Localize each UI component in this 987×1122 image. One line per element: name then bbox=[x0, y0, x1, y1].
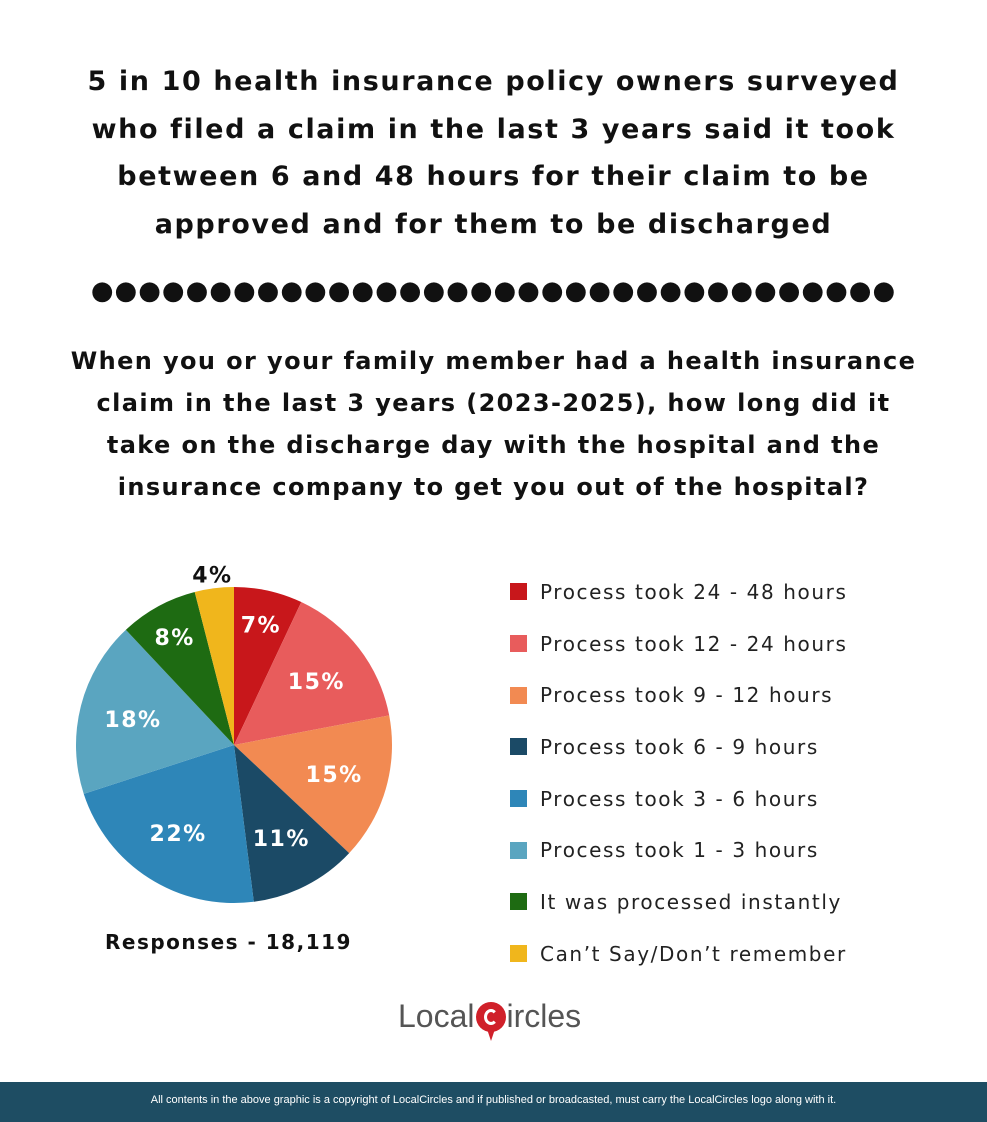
headline-line: 5 in 10 health insurance policy owners surveyed bbox=[87, 66, 900, 97]
legend-item bbox=[510, 721, 848, 773]
legend-item bbox=[510, 928, 848, 980]
headline-line: who filed a claim in the last 3 years said it took bbox=[91, 113, 896, 145]
legend-item bbox=[510, 566, 848, 618]
legend-label: Process took 12 - 24 hours bbox=[540, 631, 848, 656]
chart-legend bbox=[510, 566, 848, 980]
legend-swatch bbox=[510, 945, 527, 962]
legend-item bbox=[510, 618, 848, 670]
legend-item bbox=[510, 876, 848, 928]
logo-text-ircles: ircles bbox=[506, 998, 582, 1034]
legend-label: It was processed instantly bbox=[540, 889, 842, 914]
legend-item bbox=[510, 773, 848, 825]
legend-label: Process took 24 - 48 hours bbox=[540, 579, 848, 604]
question-line: When you or your family member had a health insurance bbox=[70, 347, 917, 375]
legend-label: Process took 6 - 9 hours bbox=[540, 734, 819, 759]
slice-data-label: 18% bbox=[104, 708, 162, 734]
logo-pin-icon bbox=[476, 1002, 506, 1032]
legend-swatch bbox=[510, 738, 527, 755]
legend-swatch bbox=[510, 635, 527, 652]
question-line: claim in the last 3 years (2023-2025), how long did it bbox=[96, 389, 891, 417]
headline-line: between 6 and 48 hours for their claim to be bbox=[117, 161, 870, 192]
question-line: take on the discharge day with the hospital and the bbox=[106, 431, 881, 459]
legend-label: Process took 9 - 12 hours bbox=[540, 683, 834, 708]
slice-data-label: 15% bbox=[287, 670, 345, 696]
slice-data-label: 7% bbox=[240, 613, 282, 639]
pie-chart bbox=[0, 540, 470, 920]
legend-swatch bbox=[510, 893, 527, 910]
localcircles-logo bbox=[398, 998, 581, 1035]
headline bbox=[0, 58, 987, 248]
slice-data-label: 8% bbox=[154, 626, 195, 652]
slice-data-label: 4% bbox=[192, 563, 233, 589]
slice-data-label: 15% bbox=[305, 763, 363, 789]
copyright-footer: All contents in the above graphic is a copyright of LocalCircles and if published or broadcasted, must carry the LocalCircles logo along with it. bbox=[0, 1082, 987, 1122]
legend-swatch bbox=[510, 687, 527, 704]
legend-swatch bbox=[510, 790, 527, 807]
legend-swatch bbox=[510, 583, 527, 600]
responses-count: Responses - 18,119 bbox=[105, 930, 352, 954]
legend-swatch bbox=[510, 842, 527, 859]
logo-text-local: Local bbox=[398, 998, 475, 1034]
slice-data-label: 22% bbox=[149, 822, 207, 848]
survey-question bbox=[0, 340, 987, 508]
slice-data-label: 11% bbox=[252, 826, 310, 852]
question-line: insurance company to get you out of the hospital? bbox=[117, 473, 870, 501]
legend-label: Process took 1 - 3 hours bbox=[540, 838, 819, 863]
legend-item bbox=[510, 824, 848, 876]
legend-label: Can’t Say/Don’t remember bbox=[540, 941, 847, 966]
dotted-separator: ●●●●●●●●●●●●●●●●●●●●●●●●●●●●●●●●●● bbox=[90, 276, 897, 306]
legend-item bbox=[510, 669, 848, 721]
headline-line: approved and for them to be discharged bbox=[154, 208, 833, 240]
legend-label: Process took 3 - 6 hours bbox=[540, 786, 819, 811]
